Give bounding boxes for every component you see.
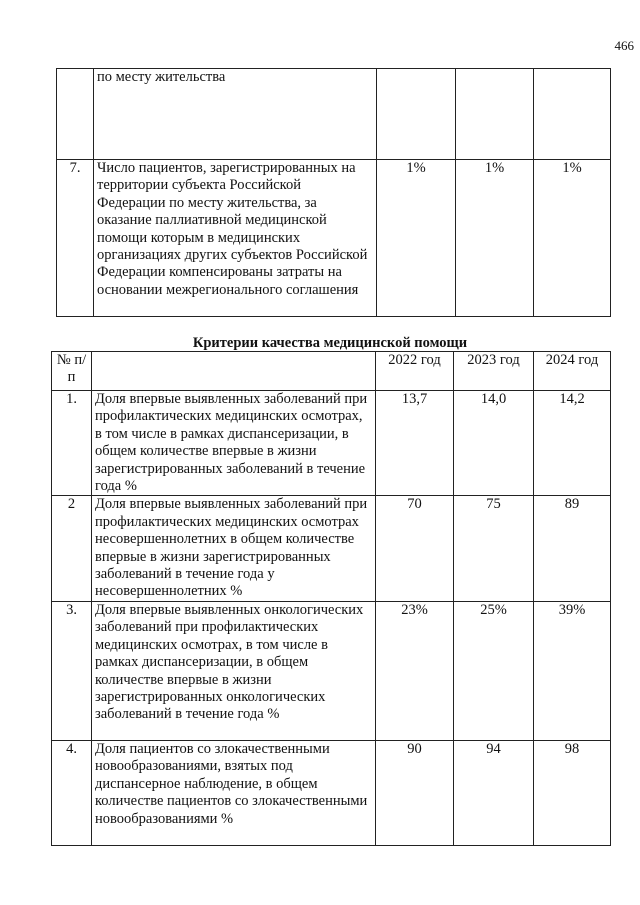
- row-number: 2: [52, 496, 92, 601]
- table-row: [52, 496, 611, 601]
- table-row: [52, 391, 611, 496]
- header-year: 2024 год: [534, 352, 611, 391]
- value-cell: 94: [454, 740, 534, 845]
- page-number: 466: [614, 38, 634, 53]
- section-title: Критерии качества медицинской помощи: [192, 335, 468, 351]
- value-cell: 13,7: [376, 391, 454, 496]
- value-cell: 39%: [534, 601, 611, 740]
- row-text: Доля пациентов со злокачественными новообразованиями, взятых под диспансерное наблюдение, в общем количестве пациентов со злокачественными новообразованиями %: [92, 740, 376, 845]
- row-text: Доля впервые выявленных заболеваний при профилактических медицинских осмотрах, в том числе в рамках диспансеризации, в общем количестве впервые в жизни зарегистрированных заболеваний в течение года %: [92, 391, 376, 496]
- table-header-row: [52, 352, 611, 391]
- value-cell: [534, 69, 611, 160]
- row-text: по месту жительства: [94, 69, 377, 160]
- row-number: [57, 69, 94, 160]
- value-cell: 1%: [534, 160, 611, 317]
- value-cell: 14,0: [454, 391, 534, 496]
- row-text: Доля впервые выявленных заболеваний при профилактических медицинских осмотрах несовершеннолетних в общем количестве впервые в жизни зарегистрированных заболеваний в течение года у несовершеннолетних %: [92, 496, 376, 601]
- row-text: Число пациентов, зарегистрированных на территории субъекта Российской Федерации по месту жительства, за оказание паллиативной медицинской помощи которым в медицинских организациях других субъектов Российской Федерации компенсированы затраты на основании межрегионального соглашения: [94, 160, 377, 317]
- table-row: [57, 160, 611, 317]
- value-cell: 90: [376, 740, 454, 845]
- value-cell: 1%: [456, 160, 534, 317]
- value-cell: 70: [376, 496, 454, 601]
- value-cell: [456, 69, 534, 160]
- quality-criteria-table: [51, 351, 611, 846]
- row-number: 1.: [52, 391, 92, 496]
- header-number: № п/п: [52, 352, 92, 391]
- header-year: 2022 год: [376, 352, 454, 391]
- table-row: [57, 69, 611, 160]
- table-row: [52, 740, 611, 845]
- row-number: 4.: [52, 740, 92, 845]
- row-text: Доля впервые выявленных онкологических заболеваний при профилактических медицинских осмотрах, в том числе в рамках диспансеризации, в общем количестве впервые в жизни зарегистрированных онкологических заболеваний в течение года %: [92, 601, 376, 740]
- row-number: 7.: [57, 160, 94, 317]
- indicators-table-continued: [56, 68, 611, 317]
- value-cell: 25%: [454, 601, 534, 740]
- table-row: [52, 601, 611, 740]
- value-cell: 14,2: [534, 391, 611, 496]
- value-cell: 23%: [376, 601, 454, 740]
- value-cell: 98: [534, 740, 611, 845]
- header-year: 2023 год: [454, 352, 534, 391]
- row-number: 3.: [52, 601, 92, 740]
- value-cell: [377, 69, 456, 160]
- value-cell: 1%: [377, 160, 456, 317]
- value-cell: 89: [534, 496, 611, 601]
- header-text: [92, 352, 376, 391]
- value-cell: 75: [454, 496, 534, 601]
